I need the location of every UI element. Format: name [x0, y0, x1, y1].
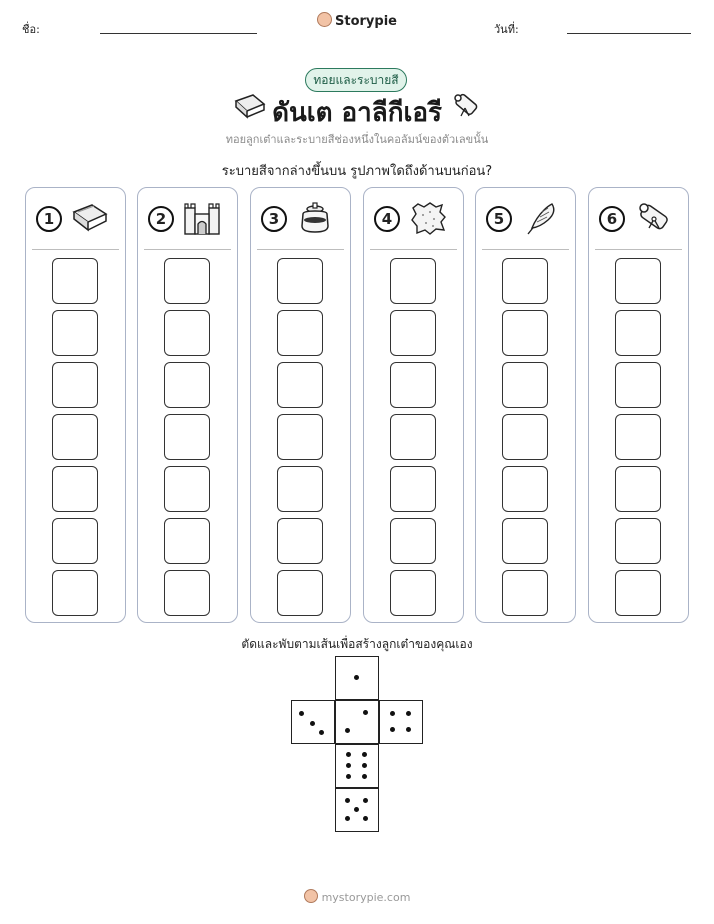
- color-box[interactable]: [164, 310, 210, 356]
- footer: [0, 889, 714, 904]
- color-box[interactable]: [390, 258, 436, 304]
- dice-pip: [345, 728, 350, 733]
- color-box[interactable]: [390, 466, 436, 512]
- color-box[interactable]: [277, 258, 323, 304]
- color-box[interactable]: [164, 466, 210, 512]
- dice-face: [291, 700, 335, 744]
- color-box[interactable]: [277, 362, 323, 408]
- dice-face: [335, 788, 379, 832]
- brand-logo: [0, 12, 714, 29]
- color-box[interactable]: [52, 258, 98, 304]
- scroll-title-icon: [449, 90, 481, 122]
- color-box[interactable]: [52, 362, 98, 408]
- color-box[interactable]: [390, 310, 436, 356]
- color-box[interactable]: [52, 414, 98, 460]
- date-label: วันที่:: [494, 23, 519, 36]
- column-1: [25, 187, 126, 623]
- column-4: [363, 187, 464, 623]
- dice-pip: [362, 763, 367, 768]
- column-number: 3: [261, 206, 287, 232]
- color-box[interactable]: [164, 258, 210, 304]
- column-divider: [370, 249, 457, 250]
- column-number: 6: [599, 206, 625, 232]
- color-box[interactable]: [502, 310, 548, 356]
- column-number: 5: [486, 206, 512, 232]
- color-box[interactable]: [52, 310, 98, 356]
- column-number: 2: [148, 206, 174, 232]
- color-box[interactable]: [615, 414, 661, 460]
- color-box[interactable]: [277, 466, 323, 512]
- color-box[interactable]: [502, 362, 548, 408]
- scroll-icon: [633, 200, 673, 236]
- dice-pip: [345, 798, 350, 803]
- color-box[interactable]: [164, 362, 210, 408]
- name-label: ชื่อ:: [22, 23, 40, 36]
- color-box[interactable]: [502, 570, 548, 616]
- dice-pip: [390, 727, 395, 732]
- dice-face: [335, 700, 379, 744]
- column-divider: [257, 249, 344, 250]
- color-box[interactable]: [615, 570, 661, 616]
- column-6: [588, 187, 689, 623]
- color-box[interactable]: [615, 518, 661, 564]
- column-number: 4: [374, 206, 400, 232]
- dice-instruction: ตัดและพับตามเส้นเพื่อสร้างลูกเต๋าของคุณเอง: [241, 637, 473, 651]
- column-divider: [482, 249, 569, 250]
- color-box[interactable]: [390, 518, 436, 564]
- color-box[interactable]: [615, 466, 661, 512]
- question-text: ระบายสีจากล่างขึ้นบน รูปภาพใดถึงด้านบนก่อน?: [221, 164, 493, 179]
- dice-pip: [299, 711, 304, 716]
- dice-pip: [363, 816, 368, 821]
- book-icon: [70, 200, 110, 236]
- dice-face: [335, 744, 379, 788]
- color-box[interactable]: [390, 414, 436, 460]
- color-box[interactable]: [277, 518, 323, 564]
- dice-pip: [406, 711, 411, 716]
- color-box[interactable]: [52, 518, 98, 564]
- color-box[interactable]: [502, 258, 548, 304]
- color-box[interactable]: [277, 310, 323, 356]
- color-box[interactable]: [164, 414, 210, 460]
- date-line: [567, 33, 691, 34]
- column-divider: [144, 249, 231, 250]
- dice-face: [335, 656, 379, 700]
- dice-pip: [310, 721, 315, 726]
- column-divider: [32, 249, 119, 250]
- dice-pip: [346, 752, 351, 757]
- color-box[interactable]: [615, 362, 661, 408]
- page-title: ดันเต อาลีกีเอรี: [272, 98, 442, 128]
- color-box[interactable]: [277, 570, 323, 616]
- color-box[interactable]: [52, 466, 98, 512]
- color-box[interactable]: [502, 466, 548, 512]
- dice-pip: [346, 774, 351, 779]
- dice-pip: [319, 730, 324, 735]
- parchment-hide-icon: [408, 200, 448, 236]
- quill-feather-icon: [520, 200, 560, 236]
- dice-pip: [363, 710, 368, 715]
- name-line: [100, 33, 257, 34]
- brand-name: Storypie: [335, 14, 397, 29]
- dice-pip: [362, 774, 367, 779]
- bear-logo-icon: [304, 889, 318, 903]
- color-box[interactable]: [390, 362, 436, 408]
- color-box[interactable]: [615, 258, 661, 304]
- color-box[interactable]: [164, 518, 210, 564]
- color-box[interactable]: [502, 518, 548, 564]
- column-number: 1: [36, 206, 62, 232]
- color-box[interactable]: [615, 310, 661, 356]
- dice-pip: [362, 752, 367, 757]
- activity-badge: ทอยและระบายสี: [305, 68, 407, 92]
- color-box[interactable]: [164, 570, 210, 616]
- footer-url: mystorypie.com: [321, 891, 411, 904]
- color-box[interactable]: [390, 570, 436, 616]
- color-box[interactable]: [277, 414, 323, 460]
- color-box[interactable]: [52, 570, 98, 616]
- bear-logo-icon: [317, 12, 332, 27]
- column-divider: [595, 249, 682, 250]
- dice-pip: [406, 727, 411, 732]
- dice-pip: [390, 711, 395, 716]
- dice-pip: [363, 798, 368, 803]
- ink-pot-icon: [295, 200, 335, 236]
- column-5: [475, 187, 576, 623]
- dice-pip: [354, 675, 359, 680]
- color-box[interactable]: [502, 414, 548, 460]
- column-3: [250, 187, 351, 623]
- dice-face: [379, 700, 423, 744]
- dice-pip: [346, 763, 351, 768]
- castle-gate-icon: [182, 200, 222, 236]
- dice-pip: [345, 816, 350, 821]
- dice-pip: [354, 807, 359, 812]
- column-2: [137, 187, 238, 623]
- page-subtitle: ทอยลูกเต๋าและระบายสีช่องหนึ่งในคอลัมน์ของตัวเลขนั้น: [225, 133, 489, 146]
